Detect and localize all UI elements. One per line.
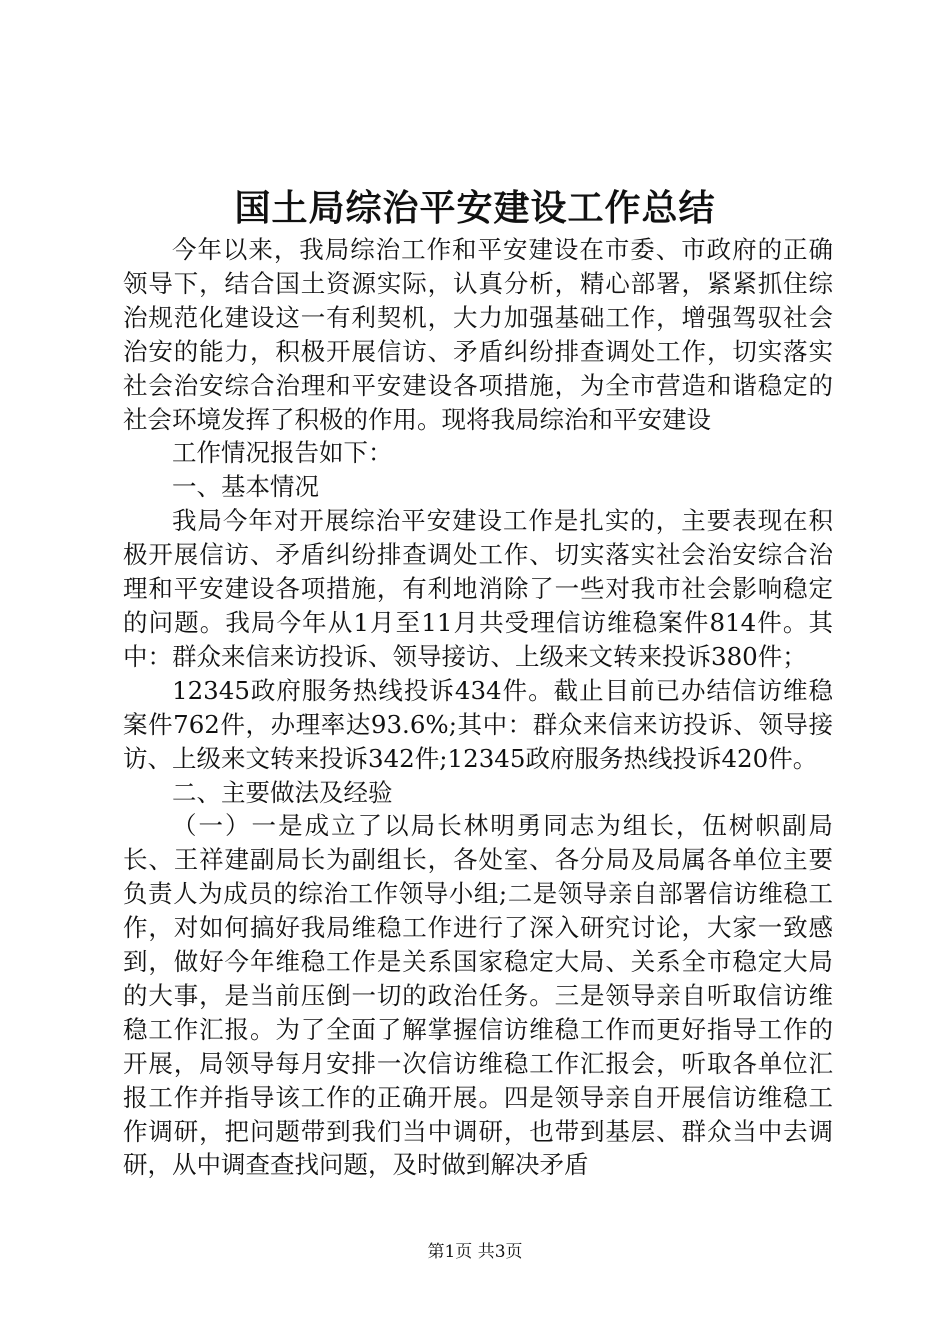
paragraph-intro: 今年以来，我局综治工作和平安建设在市委、市政府的正确领导下，结合国土资源实际，认真分析，精心部署，紧紧抓住综治规范化建设这一有利契机，大力加强基础工作，增强驾驭社会治安的能力，积极开展信访、矛盾纠纷排查调处工作，切实落实社会治安综合治理和平安建设各项措施，为全市营造和谐稳定的社会环境发挥了积极的作用。现将我局综治和平安建设 [123, 235, 833, 434]
section-heading-basic-situation: 一、基本情况 [172, 472, 319, 502]
paragraph-methods-one: （一）一是成立了以局长林明勇同志为组长，伍树帜副局长、王祥建副局长为副组长，各处室、各分局及局属各单位主要负责人为成员的综治工作领导小组;二是领导亲自部署信访维稳工作，对如何搞好我局维稳工作进行了深入研究讨论，大家一致感到，做好今年维稳工作是关系国家稳定大局、关系全市稳定大局的大事，是当前压倒一切的政治任务。三是领导亲自听取信访维稳工作汇报。为了全面了解掌握信访维稳工作而更好指导工作的开展，局领导每月安排一次信访维稳工作汇报会，听取各单位汇报工作并指导该工作的正确开展。四是领导亲自开展信访维稳工作调研，把问题带到我们当中调研，也带到基层、群众当中去调研，从中调查查找问题，及时做到解决矛盾 [123, 811, 833, 1180]
page-footer: 第1页 共3页 [427, 1242, 523, 1262]
document-body [123, 233, 833, 1182]
paragraph-basic-situation: 我局今年对开展综治平安建设工作是扎实的，主要表现在积极开展信访、矛盾纠纷排查调处工作、切实落实社会治安综合治理和平安建设各项措施，有利地消除了一些对我市社会影响稳定的问题。我局今年从1月至11月共受理信访维稳案件814件。其中：群众来信来访投诉、领导接访、上级来文转来投诉380件； [123, 506, 833, 671]
section-heading-methods: 二、主要做法及经验 [172, 777, 393, 807]
paragraph-report-lead: 工作情况报告如下： [172, 438, 393, 468]
paragraph-hotline-stats: 12345政府服务热线投诉434件。截止目前已办结信访维稳案件762件，办理率达93.6%;其中：群众来信来访投诉、领导接访、上级来文转来投诉342件;12345政府服务热线投诉420件。 [123, 675, 833, 773]
document-title: 国土局综治平安建设工作总结 [234, 187, 716, 229]
